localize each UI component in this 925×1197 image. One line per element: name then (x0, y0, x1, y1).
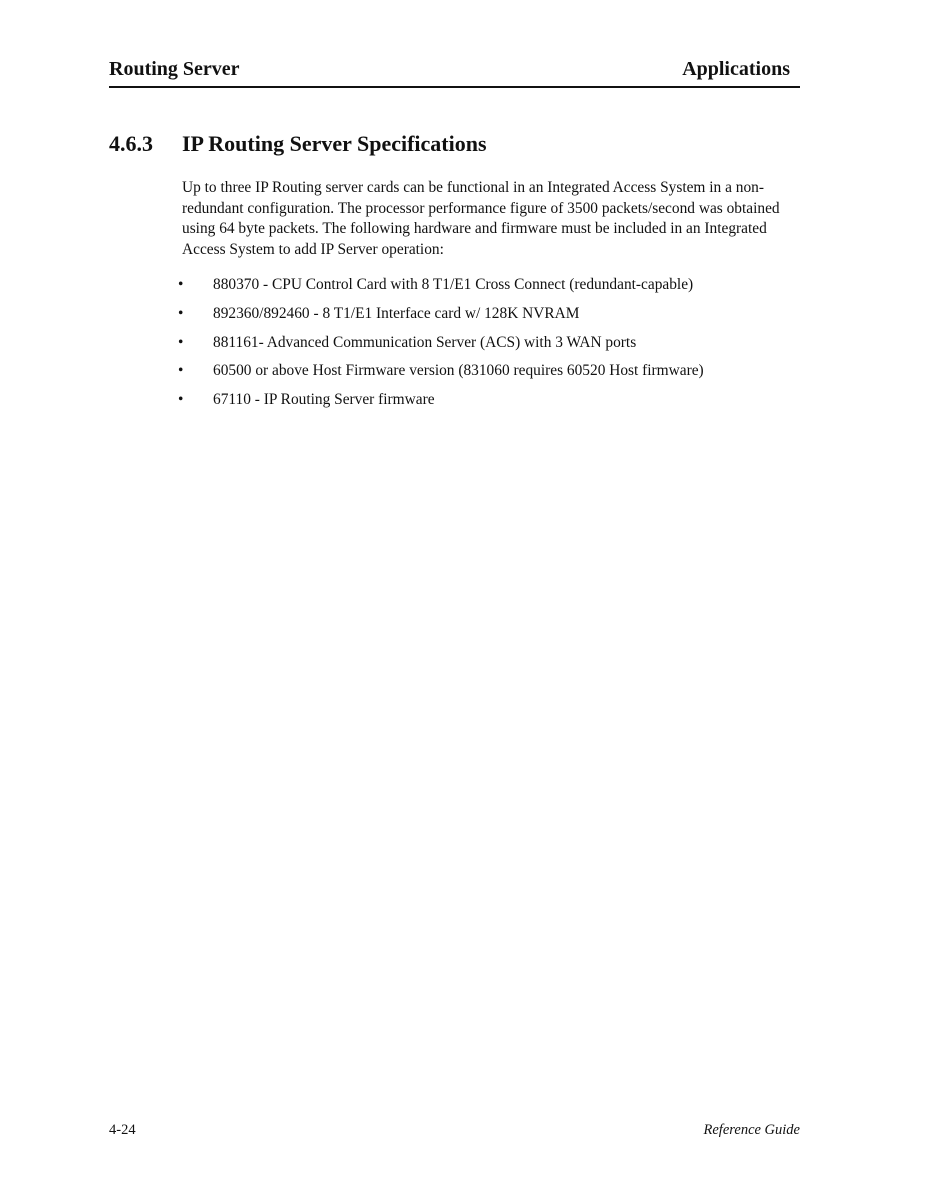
footer-guide-title: Reference Guide (703, 1122, 800, 1138)
list-item (0, 271, 925, 300)
list-item (0, 357, 925, 386)
requirements-list (0, 271, 925, 415)
bullet-icon: • (178, 391, 184, 409)
bullet-icon: • (178, 276, 184, 293)
list-item (0, 300, 925, 329)
header-chapter-title: Routing Server (109, 58, 240, 80)
bullet-icon: • (178, 304, 184, 322)
section-title: IP Routing Server Specifications (182, 131, 487, 156)
bullet-icon: • (178, 333, 184, 351)
page-header (109, 56, 800, 88)
bullet-icon: • (178, 362, 184, 380)
footer-page-number: 4-24 (109, 1122, 136, 1138)
list-item-text: 880370 - CPU Control Card with 8 T1/E1 Cross Connect (redundant-capable) (213, 276, 694, 293)
intro-paragraph: Up to three IP Routing server cards can be functional in an Integrated Access System in a non-redundant configuration. The processor performance figure of 3500 packets/second was obtained using 64 byte packets. The following hardware and firmware must be included in an Integrated Access System to add IP Server operation: (182, 179, 780, 258)
list-item-text: 67110 - IP Routing Server firmware (213, 391, 435, 409)
section-heading (109, 129, 487, 159)
list-item-text: 60500 or above Host Firmware version (831060 requires 60520 Host firmware) (213, 362, 704, 380)
list-item-text: 881161- Advanced Communication Server (ACS) with 3 WAN ports (213, 333, 637, 351)
section-number: 4.6.3 (109, 131, 153, 156)
list-item-text: 892360/892460 - 8 T1/E1 Interface card w/ 128K NVRAM (213, 304, 580, 322)
header-section-title: Applications (682, 58, 790, 80)
list-item (0, 386, 925, 415)
list-item (0, 329, 925, 358)
